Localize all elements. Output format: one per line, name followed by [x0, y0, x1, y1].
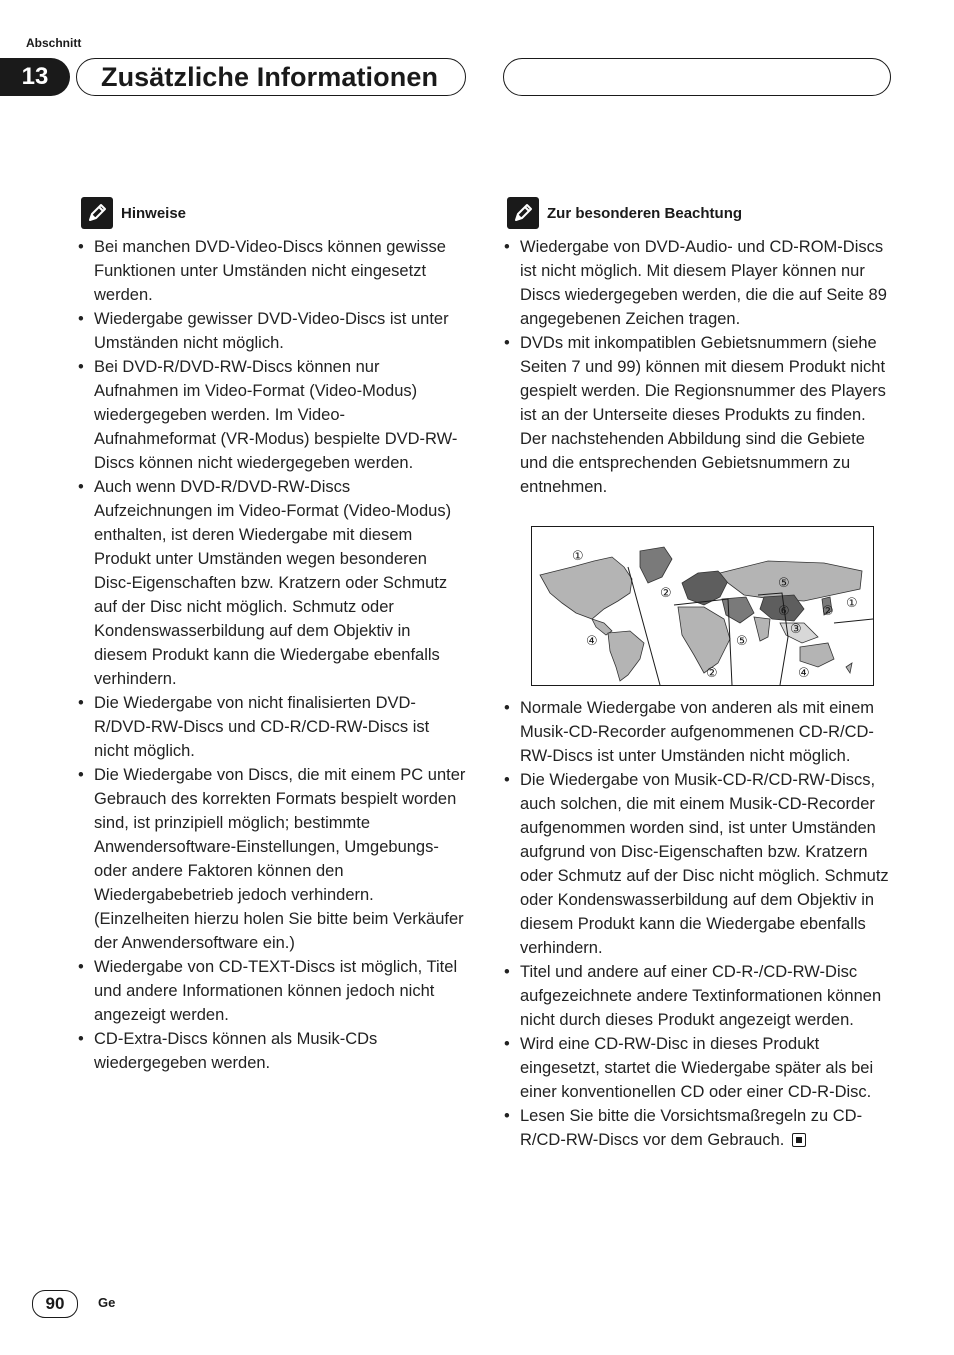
map-label-region-6: ⑥ — [778, 604, 790, 619]
map-greenland — [640, 547, 672, 583]
list-item — [504, 1032, 896, 1104]
list-item-text: Wiedergabe von DVD-Audio- und CD-ROM-Discs ist nicht möglich. Mit diesem Player können nur Discs wiedergegeben werden, die die auf Seite 89 angegebenen Zeichen tragen. — [520, 238, 887, 328]
list-item-text: Auch wenn DVD-R/DVD-RW-Discs Aufzeichnungen im Video-Format (Video-Modus) enthalten, ist deren Wiedergabe mit diesem Produkt unter Umständen wegen besonderen Disc-Eigenschaften bzw. Kratzern oder Schmutz auf der Disc nicht möglich. Schmutz oder Kondenswasserbildung auf dem Objektiv in diesem Produkt kann die Wiedergabe ebenfalls verhindern. — [94, 478, 452, 688]
end-of-section-icon — [792, 1133, 806, 1147]
list-item — [504, 1104, 896, 1152]
list-item — [78, 1027, 466, 1075]
map-north-america — [540, 557, 632, 619]
map-label-region-1: ① — [846, 596, 858, 611]
map-label-region-2: ② — [660, 586, 672, 601]
world-map-svg — [532, 527, 873, 685]
pencil-icon — [81, 197, 113, 229]
list-item — [504, 960, 896, 1032]
section-title-box — [76, 58, 466, 96]
list-item — [78, 955, 466, 1027]
notes-list — [78, 235, 466, 1075]
list-item — [504, 696, 896, 768]
caution-heading — [507, 197, 742, 229]
region-map — [531, 526, 874, 686]
list-item-text: Normale Wiedergabe von anderen als mit einem Musik-CD-Recorder aufgenommenen CD-R/CD-RW-Discs ist unter Umständen nicht möglich. — [520, 699, 875, 765]
map-middle-east — [722, 597, 754, 623]
list-item-text: Die Wiedergabe von Musik-CD-R/CD-RW-Discs, auch solchen, die mit einem Musik-CD-Recorder aufgenommen worden sind, ist unter Umständen aufgrund von Disc-Eigenschaften bzw. Kratzern oder Schmutz auf der Disc nicht möglich. Schmutz oder Kondenswasserbildung auf dem Objektiv in diesem Produkt kann die Wiedergabe ebenfalls verhindern. — [520, 771, 889, 957]
caution-title: Zur besonderen Beachtung — [547, 204, 743, 222]
map-india — [754, 617, 770, 641]
language-code: Ge — [98, 1295, 116, 1310]
list-item — [504, 235, 892, 331]
map-region-boundary — [834, 619, 873, 623]
section-label: Abschnitt — [26, 36, 82, 50]
list-item — [78, 355, 466, 475]
list-item-text: CD-Extra-Discs können als Musik-CDs wiedergegeben werden. — [94, 1030, 378, 1072]
list-item — [78, 763, 466, 955]
map-label-region-5: ⑤ — [778, 576, 790, 591]
map-label-region-5: ⑤ — [736, 634, 748, 649]
map-australia — [800, 643, 834, 667]
header-right-box — [503, 58, 891, 96]
list-item-text: Lesen Sie bitte die Vorsichtsmaßregeln zu CD-R/CD-RW-Discs vor dem Gebrauch. — [520, 1107, 863, 1149]
caution-list-top — [504, 235, 892, 499]
list-item-text: Wird eine CD-RW-Disc in dieses Produkt eingesetzt, startet die Wiedergabe später als bei einer konventionellen CD oder einer CD-R-Disc. — [520, 1035, 874, 1101]
caution-list-bottom — [504, 696, 896, 1152]
map-label-region-2: ② — [706, 666, 718, 681]
list-item — [78, 475, 466, 691]
map-label-region-4: ④ — [586, 634, 598, 649]
list-item-text: Wiedergabe gewisser DVD-Video-Discs ist unter Umständen nicht möglich. — [94, 310, 449, 352]
map-new-zealand — [846, 663, 852, 673]
map-label-region-4: ④ — [798, 666, 810, 681]
map-label-region-2: ② — [822, 604, 834, 619]
section-title: Zusätzliche Informationen — [101, 62, 439, 92]
list-item-text: Bei manchen DVD-Video-Discs können gewisse Funktionen unter Umständen nicht eingesetzt werden. — [94, 238, 446, 304]
map-south-america — [608, 631, 644, 681]
list-item — [78, 307, 466, 355]
map-africa — [678, 607, 730, 673]
page-number: 90 — [32, 1290, 78, 1318]
list-item-text: Bei DVD-R/DVD-RW-Discs können nur Aufnahmen im Video-Format (Video-Modus) wiedergegeben werden. Im Video-Aufnahmeformat (VR-Modus) bespielte DVD-RW-Discs können nicht wiedergegeben werden. — [94, 358, 458, 472]
list-item — [504, 331, 892, 499]
map-label-region-1: ① — [572, 549, 584, 564]
notes-title: Hinweise — [121, 204, 187, 222]
list-item — [78, 691, 466, 763]
list-item-text: Die Wiedergabe von Discs, die mit einem PC unter Gebrauch des korrekten Formats bespielt worden sind, ist prinzipiell möglich; bestimmte Anwendersoftware-Einstellungen, Umgebungs- oder andere Faktoren können den Wiedergabebetrieb jedoch verhindern. (Einzelheiten hierzu holen Sie bitte beim Verkäufer der Anwendersoftware ein.) — [94, 766, 466, 952]
list-item-text: DVDs mit inkompatiblen Gebietsnummern (siehe Seiten 7 und 99) können mit diesem Produkt nicht gespielt werden. Die Regionsnummer des Players ist an der Unterseite dieses Produkts zu finden. Der nachstehenden Abbildung sind die Gebiete und die entsprechenden Gebietsnummern zu entnehmen. — [520, 334, 886, 496]
list-item — [78, 235, 466, 307]
pencil-icon — [507, 197, 539, 229]
notes-heading — [81, 197, 186, 229]
list-item-text: Die Wiedergabe von nicht finalisierten DVD-R/DVD-RW-Discs und CD-R/CD-RW-Discs ist nicht möglich. — [94, 694, 430, 760]
map-label-region-3: ③ — [790, 622, 802, 637]
list-item — [504, 768, 896, 960]
list-item-text: Wiedergabe von CD-TEXT-Discs ist möglich, Titel und andere Informationen können jedoch nicht angezeigt werden. — [94, 958, 458, 1024]
list-item-text: Titel und andere auf einer CD-R-/CD-RW-Disc aufgezeichnete andere Textinformationen können nicht durch dieses Produkt angezeigt werden. — [520, 963, 882, 1029]
section-number: 13 — [0, 58, 70, 96]
